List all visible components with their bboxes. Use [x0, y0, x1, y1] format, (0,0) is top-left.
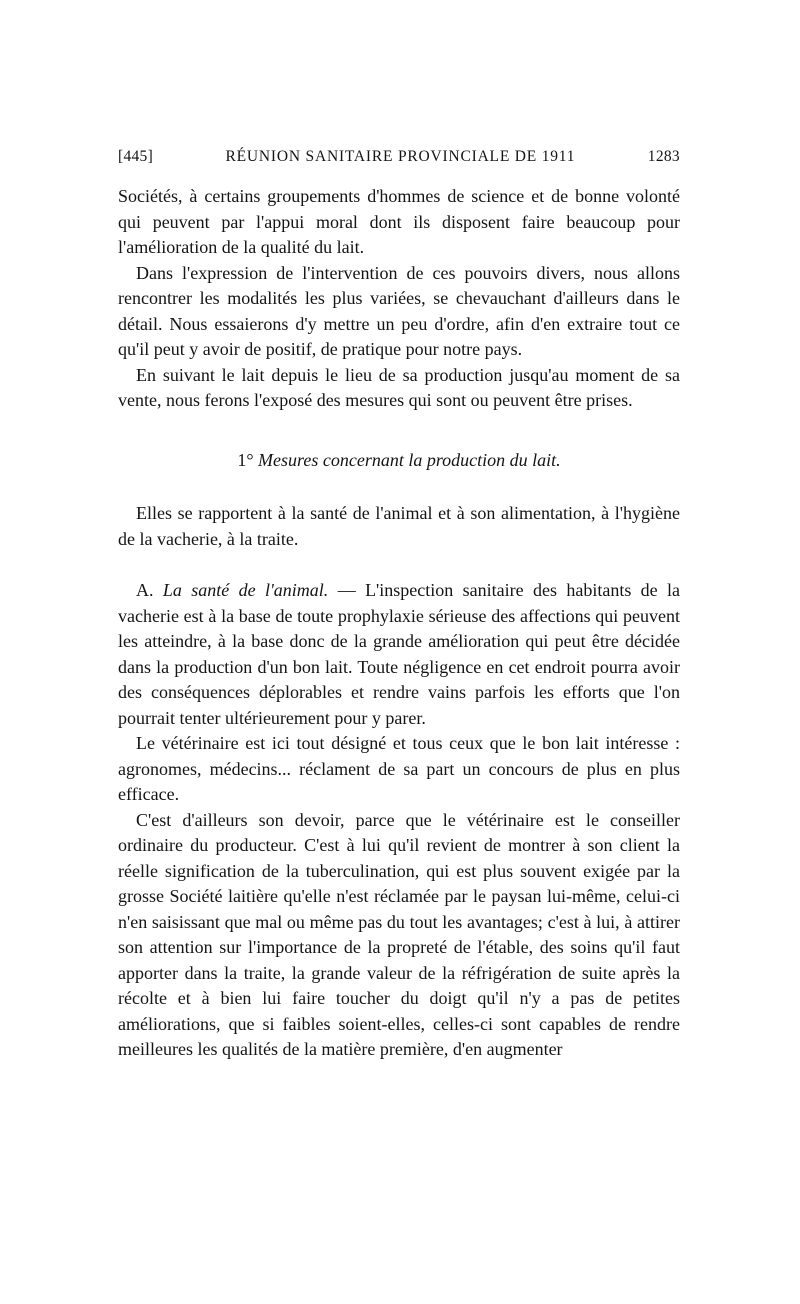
page-reference: [445] [118, 148, 154, 165]
paragraph-1: Sociétés, à certains groupements d'hommes de science et de bonne volonté qui peuvent par l'appui moral dont ils disposent faire beaucoup pour l'amélioration de la qualité du lait. [118, 186, 680, 257]
spacer [118, 552, 680, 578]
section-number: 1° [237, 449, 254, 470]
section-title: Mesures concernant la production du lait. [258, 449, 561, 470]
body-text [118, 184, 680, 1063]
section-heading [118, 448, 680, 474]
running-header [118, 148, 680, 166]
subsection-dash: — [337, 580, 356, 600]
paragraph-2: Dans l'expression de l'intervention de ces pouvoirs divers, nous allons rencontrer les modalités les plus variées, se chevauchant d'ailleurs dans le détail. Nous essaierons d'y mettre un peu d'ordre, afin d'en extraire tout ce qu'il peut y avoir de positif, de pratique pour notre pays. [118, 262, 680, 359]
page-number: 1283 [647, 148, 680, 165]
paragraph-6: Le vétérinaire est ici tout désigné et tous ceux que le bon lait intéresse : agronomes, médecins... réclament de sa part un concours de plus en plus efficace. [118, 733, 680, 804]
subsection-text: L'inspection sanitaire des habitants de la vacherie est à la base de toute prophylaxie sérieuse des affections qui peuvent les atteindre, à la base donc de la grande amélioration qui peut être décidée dans la production d'un bon lait. Toute négligence en cet endroit pourra avoir des conséquences déplorables et rendre vains parfois les efforts que l'on pourrait tenter ultérieurement pour y parer. [118, 580, 681, 728]
paragraph-4: Elles se rapportent à la santé de l'animal et à son alimentation, à l'hygiène de la vacherie, à la traite. [118, 503, 680, 549]
paragraph-3: En suivant le lait depuis le lieu de sa production jusqu'au moment de sa vente, nous ferons l'exposé des mesures qui sont ou peuvent être prises. [118, 364, 680, 410]
subsection-label: A. [136, 580, 154, 600]
subsection-title: La santé de l'animal. [162, 580, 329, 600]
subsection-paragraph [118, 578, 680, 731]
document-page [118, 148, 680, 1063]
paragraph-7: C'est d'ailleurs son devoir, parce que le vétérinaire est le conseiller ordinaire du producteur. C'est à lui qu'il revient de montrer à son client la réelle signification de la tuberculination, qui est plus souvent exigée par la grosse Société laitière qu'elle n'est réclamée par le paysan lui-même, celui-ci n'en saisissant que mal ou même pas du tout les avantages; c'est à lui, à attirer son attention sur l'importance de la propreté de l'étable, des soins qu'il faut apporter dans la traite, la grande valeur de la réfrigération de suite après la récolte et à bien lui faire toucher du doigt qu'il n'y a pas de petites améliorations, que si faibles soient-elles, celles-ci sont capables de rendre meilleures les qualités de la matière première, d'en augmenter [118, 809, 680, 1059]
running-title: RÉUNION SANITAIRE PROVINCIALE DE 1911 [225, 148, 576, 165]
